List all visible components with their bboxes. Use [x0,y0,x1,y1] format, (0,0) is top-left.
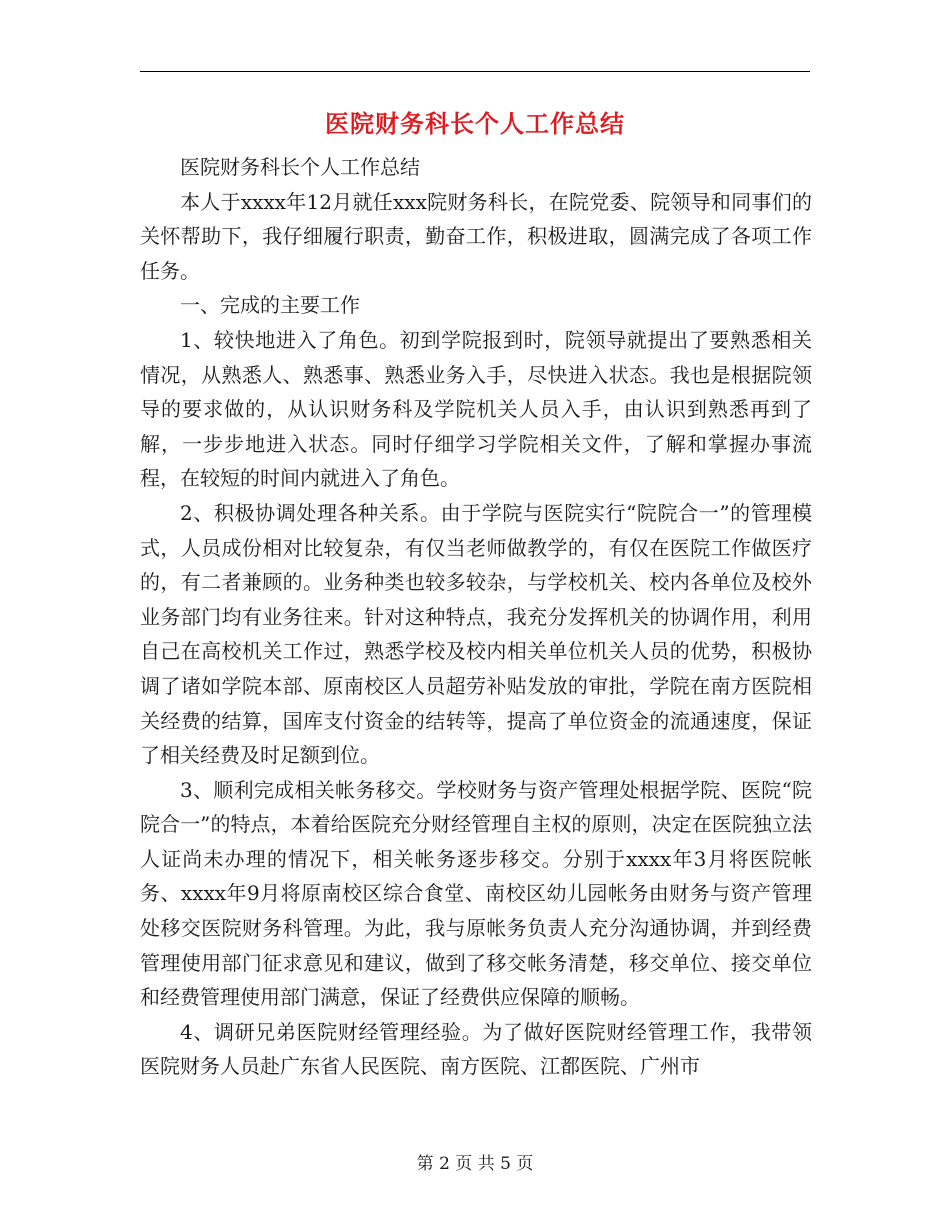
paragraph-item-4: 4、调研兄弟医院财经管理经验。为了做好医院财经管理工作，我带领医院财务人员赴广东省人民医院、南方医院、江都医院、广州市 [140,1019,812,1079]
paragraph-intro: 本人于xxxx年12月就任xxx院财务科长，在院党委、院领导和同事们的关怀帮助下，我仔细履行职责，勤奋工作，积极进取，圆满完成了各项工作任务。 [140,189,812,283]
section-heading: 一、完成的主要工作 [180,293,360,318]
paragraph-item-3: 3、顺利完成相关帐务移交。学校财务与资产管理处根据学院、医院“院院合一”的特点，本着给医院充分财经管理自主权的原则，决定在医院独立法人证尚未办理的情况下，相关帐务逐步移交。分别于xxxx年3月将医院帐务、xxxx年9月将原南校区综合食堂、南校区幼儿园帐务由财务与资产管理处移交医院财务科管理。为此，我与原帐务负责人充分沟通协调，并到经费管理使用部门征求意见和建议，做到了移交帐务清楚，移交单位、接交单位和经费管理使用部门满意，保证了经费供应保障的顺畅。 [140,777,812,1010]
paragraph-item-2: 2、积极协调处理各种关系。由于学院与医院实行“院院合一”的管理模式，人员成份相对比较复杂，有仅当老师做教学的，有仅在医院工作做医疗的，有二者兼顾的。业务种类也较多较杂，与学校机关、校内各单位及校外业务部门均有业务往来。针对这种特点，我充分发挥机关的协调作用，利用自己在高校机关工作过，熟悉学校及校内相关单位机关人员的优势，积极协调了诸如学院本部、原南校区人员超劳补贴发放的审批，学院在南方医院相关经费的结算，国库支付资金的结转等，提高了单位资金的流通速度，保证了相关经费及时足额到位。 [140,500,812,768]
document-body [140,150,812,1084]
paragraph-item-1: 1、较快地进入了角色。初到学院报到时，院领导就提出了要熟悉相关情况，从熟悉人、熟悉事、熟悉业务入手，尽快进入状态。我也是根据院领导的要求做的，从认识财务科及学院机关人员入手，由认识到熟悉再到了解，一步步地进入状态。同时仔细学习学院相关文件，了解和掌握办事流程，在较短的时间内就进入了角色。 [140,327,812,491]
paragraph-subtitle: 医院财务科长个人工作总结 [180,155,420,179]
document-title: 医院财务科长个人工作总结 [325,109,625,138]
header-rule [140,71,810,72]
page-number-footer: 第 2 页 共 5 页 [416,1154,534,1174]
